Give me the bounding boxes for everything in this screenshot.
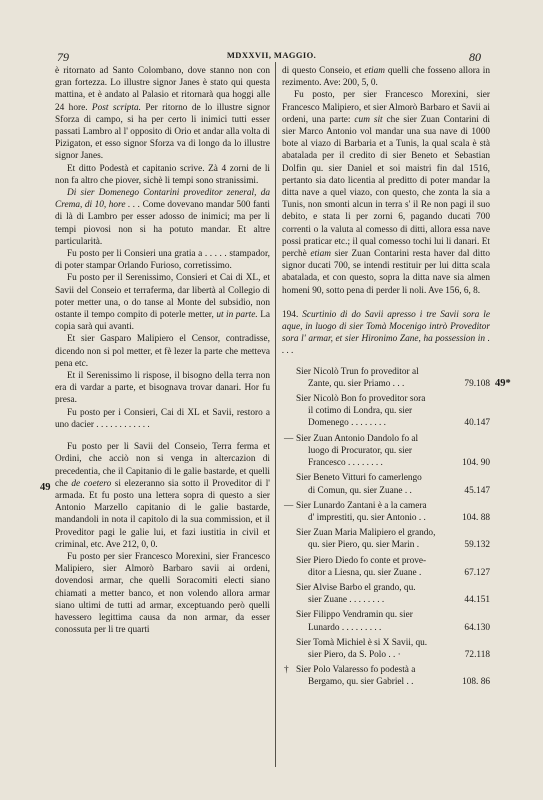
left-column [55,65,270,636]
ballot-entry [282,472,490,496]
candidate-line: Domenego . . . . . . . . [308,418,386,429]
candidate-line: Sier Alvise Barbo el grando, qu. [296,582,416,593]
candidate-line: luogo di Procurator, qu. sier [308,445,412,456]
italic-text: etiam [310,249,331,260]
candidate-line: di Comun, qu. sier Zuane . . [308,485,412,496]
paragraph [282,89,490,296]
ballot-mark: — [284,433,294,444]
paragraph: Et il Serenissimo li rispose, il bisogno della terra non era di vardar a parte, et bisognava trovar danari. Hor fu presa. [55,371,270,406]
italic-text: ut in parte. [216,310,258,321]
column-divider [275,62,276,767]
left-page-number: 79 [57,50,69,64]
ballot-entry [282,527,490,551]
paragraph: Fu posto per sier Francesco Morexini, sier Francesco Malipiero, sier Almorò Barbaro savii ai ordeni, dovendosi armar, che quelli Soracomiti electi siano chiamati a metter banco, et non volendo allora armar siano ultimi de tutti ad armar, exceptuando però quelli havessero legittima causa da non armar, da esser conossuta per li tre quarti [55,551,270,636]
ballot-entry [282,582,490,606]
candidate-line: Sier Piero Diedo fo conte et prove- [296,555,427,566]
candidate-line: Sier Nicolò Bon fo proveditor sora [296,394,426,405]
candidate-line: Sier Tomà Michiel è si X Savii, qu. [296,637,428,648]
vote-count: 104. 90 [462,458,490,469]
ballot-entry [282,500,490,524]
paragraph [55,65,270,163]
paragraph [55,187,270,248]
text: è ritornato ad Santo Colombano, dove stanno non con gran fortezza. Lo illustre signor Janes è stato qui questa mattina, et è andato al Palasio et ritornarà qua hoggi alle 24 hore. [55,66,270,113]
text: quelli che fosseno allora in rezimento. Ave: 200, 5, 0. [282,66,490,89]
candidate-line: sier Zuane . . . . . . . . [308,595,385,606]
vote-count: 67.127 [464,567,490,578]
ballot-entry [282,393,490,430]
paragraph: Et sier Gasparo Malipiero el Censor, contradisse, dicendo non si pol metter, et fè lezer la parte che metteva pena etc. [55,334,270,369]
vote-count: 59.132 [464,540,490,551]
ballot-entry [282,433,490,470]
paragraph [55,441,270,551]
vote-count: 45.147 [464,485,490,496]
paragraph: Et ditto Podestà et capitanio scrive. Zà 4 zorni de li non fa altro che piover, sichè li tempi sono stranissimi. [55,163,270,186]
vote-count: 104. 88 [462,512,490,523]
italic-text: de coetero [71,478,112,489]
vote-count: 108. 86 [462,677,490,688]
text: sier Zuan Contarini resta haver dal ditto signor ducati 700, se intendi restituir per lui ditta scala abatalada, et con questo, sopra la ditta nave sia almen homeni 90, sotto pena di perder li noli. Ave 156, 6, 8. [282,249,491,296]
right-column [282,65,490,692]
text: di questo Conseio, et [282,66,362,76]
candidate-line: Lunardo . . . . . . . . . [308,622,382,633]
candidate-line: — Sier Zuan Antonio Dandolo fo al [284,433,419,444]
text: che sier Zuan Contarini di sier Marco Antonio vol mandar una sua nave di 1000 bote al viazo di Barbaria et a Tunis, la qual scala è stà abatalada per il credito di sier Beneto et Sebastian Dolfin qu. sier Daniel et soi maistri fin dal 1516, pertanto sia dato licentia al preditto di poter mandar la ditta nave a quel viazo, con questo, che zonta la sia a Tunis, non smonti alcun in terra s' il Re non pagi il suo debito, e stata li per zorni 6, pagando ducati 700 correnti o la valuta al comesso di ditti, allora essa nave possi praticar etc.; il qual comesso tochi lui li danari. Et perchè [282,114,490,260]
paragraph [55,272,270,333]
candidate-line: il cotimo di Londra, qu. sier [308,406,413,417]
candidate-line: d' imprestiti, qu. sier Antonio . . [308,512,426,523]
candidate-line: ditor a Liesna, qu. sier Zuane . [308,567,422,578]
vote-count: 72.118 [464,649,490,660]
text: Fu posto, per sier Francesco Morexini, sier Francesco Malipiero, et sier Almorò Barbaro et Savii ai ordeni, una parte: [282,90,490,125]
candidate-line: Bergamo, qu. sier Gabriel . . [308,677,414,688]
margin-note-right: 49* [495,378,511,389]
ballot-entry [282,555,490,579]
vote-count: 64.130 [464,622,490,633]
paragraph [282,65,490,89]
candidate-line: — Sier Lunardo Zantani è a la camera [284,500,427,511]
candidate-line: Zante, qu. sier Priamo . . . [308,378,405,389]
text: La copia sarà qui avanti. [55,310,270,333]
vote-count: 44.151 [464,595,490,606]
paragraph: Fu posto per i Consieri, Cai di XL et Savii, restoro a uno dacier . . . . . . . . . . . . [55,407,270,430]
ballot-entry [282,366,490,390]
candidate-line: qu. sier Piero, qu. sier Marin . [308,540,420,551]
ballot-entry [282,664,490,688]
paragraph: Fu posto per li Consieri una gratia a . . . . . stampador, di poter stampar Orlando Furioso, corretissimo. [55,249,270,272]
candidate-line: sier Piero, da S. Polo . . · [308,649,401,660]
italic-text: etiam [364,66,385,76]
candidate-line: † Sier Polo Valaresso fo podestà a [284,665,416,676]
ballot-mark: † [284,665,289,676]
section-title: Scurtinio di do Savii apresso i tre Savii sora le aque, in luogo di sier Tomà Mocenigo intrò Proveditor sora l' armar, et sier Hironimo Zane, ha possession in . . . . [282,309,490,357]
section-number: 194. [282,309,299,320]
running-head: MDXXVII, MAGGIO. [226,50,317,60]
right-page-number: 80 [469,50,481,64]
vote-count: 40.147 [464,418,490,429]
ballot-entry [282,609,490,633]
ballot-list [282,366,490,689]
candidate-line: Sier Filippo Vendramin qu. sier [296,610,413,621]
text: Come dovevano mandar 500 fanti di là di Lambro per esser adosso de inimici; ma per li tempi piovosi non si ha potuto mandar. Et altre particularità. [55,200,270,247]
text: Fu posto per il Serenissimo, Consieri et Cai di XL, et Savii del Conseio et terraferma, dar libertà al Collegio di poter metter una, o do tanse al Monte del subsidio, non ostante il tempo compito di poterle metter, [55,273,270,321]
section-heading [282,309,490,358]
margin-note-left: 49 [40,482,51,493]
text: si elezeranno sia sotto il Proveditor di l' armada. Et fu posto una lettera sopra di questo a sier Antonio Marzello capitanio di le galie bastarde, mandandoli in nota il capitolo di la sua commission, et il Proveditor pagi le galie lui, et fazi iustitia in civil et criminal, etc. Ave 212, 0, 0. [55,478,270,550]
ballot-mark: — [284,500,294,511]
text: Per ritorno de lo illustre signor Sforza di campo, si ha per certo li inimici tutti esser passati Lambro al l' opposito di Orio et andar alla volta di Pizigaton, et esso signor Sforza va di longo da lo illustre signor Janes. [55,102,271,162]
italic-text: Post scripta. [91,102,141,113]
candidate-line: Francesco . . . . . . . . [308,458,383,469]
ballot-entry [282,637,490,661]
text: Fu posto per li Savii del Conseio, Terra ferma et Ordini, che acciò non si venga in altercazion di precedentia, che il Capitanio di le galie bastarde, et quelli che [55,442,270,489]
letter-heading: Di sier Domenego Contarini proveditor zeneral, da Crema, di 10, hore . . . [55,188,270,211]
italic-text: cum sit [354,114,383,125]
candidate-line: Sier Beneto Vitturi fo camerlengo [296,473,422,484]
vote-count: 79.108 [464,378,490,389]
candidate-line: Sier Zuan Maria Malipiero el grando, [296,528,436,539]
candidate-line: Sier Nicolò Trun fo proveditor al [296,366,419,377]
